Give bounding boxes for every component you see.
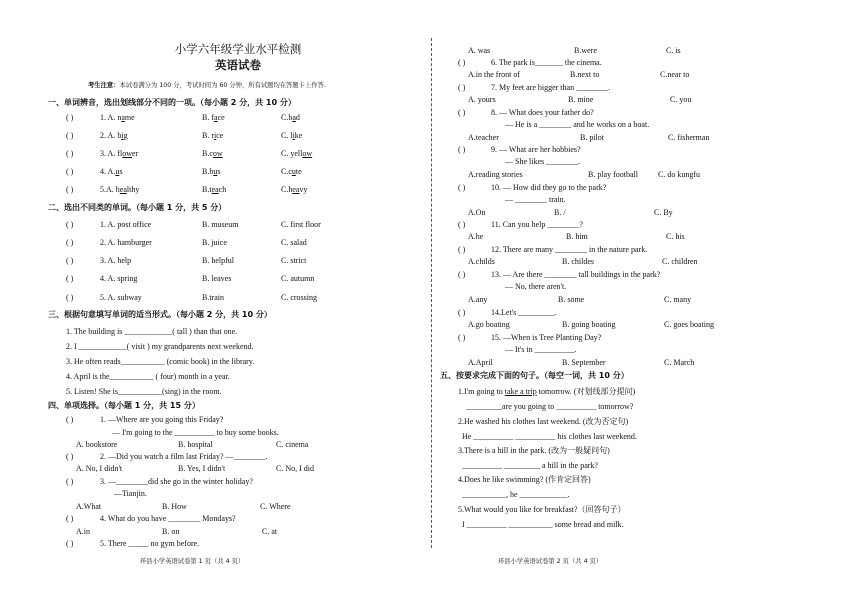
s1-sound-part: i xyxy=(292,131,295,140)
q7-text: 7. My feet are bigger than ________. xyxy=(491,83,611,92)
s1-word-part: ce xyxy=(216,131,224,140)
s1-option-c xyxy=(281,185,307,195)
q3-text: 3. —________did she go in the winter holiday? xyxy=(100,477,253,486)
q7-opt-c: C. you xyxy=(670,95,692,104)
s3-item-5: 5. Listen! She is___________(sing) in the room. xyxy=(66,387,222,396)
s1-option-a xyxy=(100,185,139,195)
s1-option-b xyxy=(202,167,220,177)
s5-1-answer: _________are you going to __________ tomorrow? xyxy=(466,402,634,411)
s1-option-c xyxy=(281,149,312,159)
s2-option-c: C. autumn xyxy=(281,274,315,283)
q11-text: 11. Can you help ________? xyxy=(491,220,583,229)
s1-word-part: te xyxy=(295,167,302,176)
s1-word-part: 1. A. n xyxy=(100,113,122,122)
q13-opt-b: B. some xyxy=(558,295,585,304)
exam-notice xyxy=(88,81,326,91)
s5-item-4: 4.Does he like swimming? (作肯定回答) xyxy=(458,475,591,484)
s5-1-post: tomorrow. (对划线部分提问) xyxy=(536,387,636,396)
s1-sound-part: u xyxy=(213,167,218,176)
s1-option-a xyxy=(100,131,128,141)
s2-option-a: 5. A. subway xyxy=(100,293,142,302)
s5-1-underlined: take a trip xyxy=(504,387,537,396)
s2-option-c: C. first floor xyxy=(281,220,321,229)
q11-opt-b: B. him xyxy=(566,232,588,241)
s1-word-part: B.b xyxy=(202,167,214,176)
q9-paren: ( ) xyxy=(458,145,466,154)
section4-heading: 四、单项选择。（每小题 1 分，共 15 分） xyxy=(48,401,200,410)
s2-option-a: 3. A. help xyxy=(100,256,132,265)
right-page xyxy=(440,0,843,595)
q3-opt-c: C. Where xyxy=(260,502,291,511)
section5-heading: 五、按要求完成下面的句子。（每空一词，共 10 分） xyxy=(440,371,629,380)
q11-opt-c: C. his xyxy=(666,232,685,241)
q4-paren: ( ) xyxy=(66,514,74,523)
s1-word-part: B.c xyxy=(202,149,213,158)
q6-opt-b: B.next to xyxy=(570,70,600,79)
s1-word-part: lthy xyxy=(126,185,140,194)
q2-opt-b: B. Yes, I didn't xyxy=(178,464,226,473)
q4-text: 4. What do you have ________ Mondays? xyxy=(100,514,236,523)
q11-opt-a: A.he xyxy=(468,232,484,241)
s1-paren: ( ) xyxy=(66,185,74,194)
q10-paren: ( ) xyxy=(458,183,466,192)
s1-option-b xyxy=(202,113,225,123)
q15-opt-a: A.April xyxy=(468,358,493,367)
q5-opt-c: C. is xyxy=(666,46,681,55)
s3-item-4: 4. April is the___________ ( four) month in a year. xyxy=(66,372,230,381)
s2-paren: ( ) xyxy=(66,220,74,229)
s1-sound-part: ow xyxy=(122,149,133,158)
s1-word-part: s xyxy=(119,167,123,176)
s1-word-part: ce xyxy=(217,113,225,122)
q4-opt-c: C. at xyxy=(262,527,278,536)
q15-text: 15. —When is Tree Planting Day? xyxy=(491,333,602,342)
s1-word-part: B.t xyxy=(202,185,212,194)
s2-paren: ( ) xyxy=(66,293,74,302)
s1-word-part: 5.A. h xyxy=(100,185,120,194)
s1-word-part: B. r xyxy=(202,131,214,140)
s1-word-part: 3. A. fl xyxy=(100,149,123,158)
exam-subtitle: 英语试卷 xyxy=(215,58,261,72)
s1-sound-part: ow xyxy=(212,149,223,158)
s1-sound-part: u xyxy=(291,167,296,176)
s5-item-3: 3.There is a hill in the park. (改为一般疑问句) xyxy=(458,446,610,455)
q9-text2: — She likes ________. xyxy=(505,157,581,166)
q3-opt-b: B. How xyxy=(162,502,187,511)
s2-paren: ( ) xyxy=(66,238,74,247)
s2-paren: ( ) xyxy=(66,256,74,265)
s1-word-part: B. f xyxy=(202,113,214,122)
s1-paren: ( ) xyxy=(66,167,74,176)
s1-option-a xyxy=(100,113,135,123)
q12-opt-c: C. children xyxy=(662,257,698,266)
q10-opt-a: A.On xyxy=(468,208,486,217)
q14-text: 14.Let's _________. xyxy=(491,308,557,317)
s1-word-part: vy xyxy=(299,185,308,194)
q8-text: 8. — What does your father do? xyxy=(491,108,594,117)
s2-option-c: C. crossing xyxy=(281,293,317,302)
s5-1-pre: 1.I'm going to xyxy=(458,387,505,396)
s2-paren: ( ) xyxy=(66,274,74,283)
s1-word-part: C. l xyxy=(281,131,293,140)
s1-option-a xyxy=(100,167,122,177)
s1-word-part: er xyxy=(132,149,139,158)
q5-opt-a: A. was xyxy=(468,46,491,55)
s1-sound-part: ea xyxy=(119,185,127,194)
s1-option-c xyxy=(281,167,302,177)
page-divider xyxy=(431,38,432,548)
q12-text: 12. There are many ________ in the nature park. xyxy=(491,245,648,254)
q10-opt-b: B. / xyxy=(554,208,566,217)
s5-item-1 xyxy=(458,387,635,397)
s1-paren: ( ) xyxy=(66,113,74,122)
s2-option-b: B. helpful xyxy=(202,256,234,265)
q15-paren: ( ) xyxy=(458,333,466,342)
q1-text2: — I'm going to the __________ to buy some books. xyxy=(112,428,279,437)
s1-word-part: 4. A. xyxy=(100,167,116,176)
q15-opt-b: B. September xyxy=(562,358,606,367)
q5-text: 5. There _____ no gym before. xyxy=(100,539,200,548)
s5-item-5: 5.What would you like for breakfast?（回答句子） xyxy=(458,505,626,514)
q9-opt-c: C. do kungfu xyxy=(658,170,700,179)
q9-opt-b: B. play football xyxy=(588,170,638,179)
q14-paren: ( ) xyxy=(458,308,466,317)
q2-opt-c: C. No, I did xyxy=(276,464,314,473)
s1-option-a xyxy=(100,149,138,159)
q6-text: 6. The park is_______ the cinema. xyxy=(491,58,602,67)
q6-opt-a: A.in the front of xyxy=(468,70,520,79)
s1-paren: ( ) xyxy=(66,131,74,140)
s1-word-part: 2. A. b xyxy=(100,131,122,140)
notice-label: 考生注意： xyxy=(88,82,120,89)
s1-word-part: ch xyxy=(218,185,227,194)
section3-heading: 三、根据句意填写单词的适当形式。（每小题 2 分，共 10 分） xyxy=(48,310,272,319)
s1-option-c xyxy=(281,131,302,141)
s1-sound-part: ea xyxy=(211,185,219,194)
q10-opt-c: C. By xyxy=(654,208,673,217)
q3-opt-a: A.What xyxy=(76,502,102,511)
page1-footer: 环县小学英语试卷第 1 页（共 4 页） xyxy=(140,558,245,565)
s1-word-part: ke xyxy=(294,131,303,140)
q8-opt-c: C. fisherman xyxy=(668,133,710,142)
q5-paren: ( ) xyxy=(66,539,74,548)
q14-opt-a: A.go boating xyxy=(468,320,510,329)
q13-text: 13. — Are there ________ tall buildings in the park? xyxy=(491,270,661,279)
s3-item-1: 1. The building is ____________( tall ) than that one. xyxy=(66,327,238,336)
q8-opt-b: B. pilot xyxy=(580,133,605,142)
q2-opt-a: A. No, I didn't xyxy=(76,464,123,473)
s1-sound-part: ow xyxy=(302,149,313,158)
q11-paren: ( ) xyxy=(458,220,466,229)
q10-text: 10. — How did they go to the park? xyxy=(491,183,607,192)
s2-option-b: B. juice xyxy=(202,238,227,247)
s5-4-answer: ___________, he ____________. xyxy=(462,490,570,499)
s1-option-b xyxy=(202,131,223,141)
q12-opt-a: A.childs xyxy=(468,257,495,266)
q12-opt-b: B. childes xyxy=(562,257,594,266)
s1-option-c xyxy=(281,113,300,123)
s1-sound-part: a xyxy=(292,113,296,122)
q2-paren: ( ) xyxy=(66,452,74,461)
q6-paren: ( ) xyxy=(458,58,466,67)
q1-opt-a: A. bookstore xyxy=(76,440,118,449)
q1-text: 1. —Where are you going this Friday? xyxy=(100,415,224,424)
q7-opt-b: B. mine xyxy=(568,95,594,104)
s1-word-part: g xyxy=(123,131,128,140)
q9-text: 9. — What are her hobbies? xyxy=(491,145,581,154)
s3-item-2: 2. I ____________( visit ) my grandparents next weekend. xyxy=(66,342,254,351)
q6-opt-c: C.near to xyxy=(660,70,690,79)
s2-option-a: 4. A. spring xyxy=(100,274,138,283)
q4-opt-b: B. on xyxy=(162,527,180,536)
q15-text2: — It's in __________. xyxy=(505,345,577,354)
page2-footer: 环县小学英语试卷第 2 页（共 4 页） xyxy=(498,558,603,565)
q1-opt-c: C. cinema xyxy=(276,440,309,449)
q1-paren: ( ) xyxy=(66,415,74,424)
s1-word-part: d xyxy=(295,113,300,122)
s1-option-b xyxy=(202,185,226,195)
s1-option-b xyxy=(202,149,223,159)
s1-sound-part: i xyxy=(121,131,124,140)
q14-opt-c: C. goes boating xyxy=(664,320,714,329)
s3-item-3: 3. He often reads___________ (comic book) in the library. xyxy=(66,357,255,366)
q15-opt-c: C. March xyxy=(664,358,695,367)
s5-item-2: 2.He washed his clothes last weekend. (改为否定句) xyxy=(458,417,629,426)
q10-text2: — ________ train. xyxy=(505,195,566,204)
q13-opt-a: A.any xyxy=(468,295,488,304)
q14-opt-b: B. going boating xyxy=(562,320,616,329)
section1-heading: 一、单词辨音，选出划线部分不同的一项。（每小题 2 分，共 10 分） xyxy=(48,98,296,107)
s5-3-answer: __________ _________ a hill in the park? xyxy=(462,461,598,470)
section2-heading: 二、选出不同类的单词。（每小题 1 分，共 5 分） xyxy=(48,203,227,212)
s1-word-part: C.b xyxy=(281,113,293,122)
q13-text2: — No, there aren't. xyxy=(505,282,567,291)
s2-option-b: B. leaves xyxy=(202,274,232,283)
q4-opt-a: A.in xyxy=(76,527,90,536)
q8-text2: — He is a ________ and he works on a boat. xyxy=(505,120,650,129)
s1-sound-part: i xyxy=(214,131,217,140)
s1-sound-part: ea xyxy=(292,185,300,194)
left-page xyxy=(48,0,428,595)
q13-paren: ( ) xyxy=(458,270,466,279)
s2-option-a: 1. A. post office xyxy=(100,220,152,229)
s2-option-c: C. strict xyxy=(281,256,307,265)
s1-sound-part: u xyxy=(115,167,120,176)
s5-5-answer: I __________ ___________ some bread and milk. xyxy=(462,520,624,529)
s1-word-part: me xyxy=(124,113,135,122)
s2-option-b: B.train xyxy=(202,293,224,302)
q8-opt-a: A.teacher xyxy=(468,133,499,142)
q7-paren: ( ) xyxy=(458,83,466,92)
s1-word-part: C. yell xyxy=(281,149,303,158)
q3-paren: ( ) xyxy=(66,477,74,486)
q5-opt-b: B.were xyxy=(574,46,597,55)
q7-opt-a: A. yours xyxy=(468,95,496,104)
s2-option-b: B. museum xyxy=(202,220,239,229)
notice-text: 本试卷满分为 100 分，考试时间为 60 分钟，所有试题均在答题卡上作答. xyxy=(119,82,326,89)
s1-sound-part: a xyxy=(121,113,125,122)
s5-2-answer: He __________ __________ his clothes last weekend. xyxy=(462,432,637,441)
q9-opt-a: A.reading stories xyxy=(468,170,523,179)
exam-title: 小学六年级学业水平检测 xyxy=(174,42,302,56)
s2-option-a: 2. A. hamburger xyxy=(100,238,152,247)
s1-word-part: C.c xyxy=(281,167,292,176)
q1-opt-b: B. hospital xyxy=(178,440,213,449)
s1-word-part: C.h xyxy=(281,185,293,194)
q3-text2: —Tianjin. xyxy=(114,489,147,498)
q12-paren: ( ) xyxy=(458,245,466,254)
q8-paren: ( ) xyxy=(458,108,466,117)
q13-opt-c: C. many xyxy=(664,295,692,304)
s1-word-part: s xyxy=(217,167,221,176)
s1-sound-part: a xyxy=(214,113,218,122)
q2-text: 2. —Did you watch a film last Friday? —________. xyxy=(100,452,268,461)
s2-option-c: C. salad xyxy=(281,238,307,247)
s1-paren: ( ) xyxy=(66,149,74,158)
